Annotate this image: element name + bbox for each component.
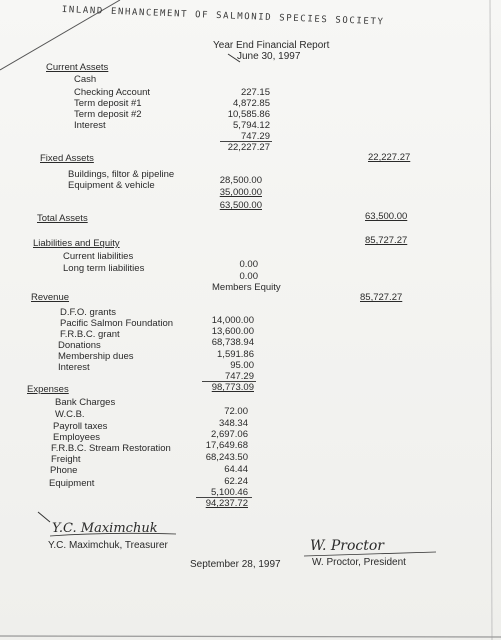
- revenue-value: 1,591.86: [217, 349, 254, 360]
- expense-label: Equipment: [49, 478, 95, 489]
- expense-value: 17,649.68: [205, 440, 248, 451]
- revenue-label: Membership dues: [58, 351, 134, 362]
- asset-label: Checking Account: [74, 87, 151, 98]
- expenses-total: 94,237.72: [205, 498, 248, 509]
- members-equity-value: 85,727.27: [360, 292, 403, 303]
- expense-label: F.R.B.C. Stream Restoration: [51, 443, 171, 454]
- current-assets-heading: Current Assets: [46, 62, 109, 73]
- expense-value: 348.34: [218, 418, 248, 429]
- expense-value: 68,243.50: [205, 452, 248, 463]
- asset-label: Term deposit #1: [74, 98, 142, 109]
- total-assets-sum: 85,727.27: [365, 235, 408, 246]
- president-signature: [300, 530, 450, 560]
- expense-label: Phone: [50, 465, 78, 476]
- asset-label: Equipment & vehicle: [68, 180, 155, 191]
- expense-label: Bank Charges: [55, 397, 116, 408]
- treasurer-signature-text: Y.C. Maximchuk: [52, 521, 158, 536]
- members-equity-label: Members Equity: [212, 282, 281, 293]
- treasurer-name: Y.C. Maximchuk, Treasurer: [48, 540, 168, 551]
- president-signature-text: W. Proctor: [310, 538, 384, 554]
- revenue-label: F.R.B.C. grant: [60, 329, 120, 340]
- expense-label: W.C.B.: [55, 409, 85, 420]
- liabilities-heading: Liabilities and Equity: [33, 238, 120, 249]
- scan-edge-line: [490, 0, 492, 640]
- revenue-label: Interest: [58, 362, 90, 373]
- fixed-assets-heading: Fixed Assets: [40, 153, 94, 164]
- current-assets-total: 22,227.27: [368, 152, 411, 163]
- liability-label: Long term liabilities: [63, 263, 145, 274]
- asset-value: 747.29: [240, 131, 270, 142]
- asset-label: Cash: [74, 74, 97, 85]
- scan-bottom-edge: [0, 636, 501, 637]
- revenue-label: Donations: [58, 340, 101, 351]
- president-name: W. Proctor, President: [312, 557, 406, 568]
- expense-value: 64.44: [224, 464, 248, 475]
- liability-value: 0.00: [239, 259, 258, 270]
- report-title: Year End Financial Report: [213, 40, 330, 51]
- report-date: June 30, 1997: [237, 51, 301, 62]
- liability-value: 0.00: [239, 271, 258, 282]
- expense-label: Employees: [53, 432, 100, 443]
- asset-label: Term deposit #2: [74, 109, 142, 120]
- revenue-total: 98,773.09: [211, 382, 254, 393]
- signing-date: September 28, 1997: [190, 559, 281, 570]
- asset-value: 227.15: [240, 87, 270, 98]
- expense-label: Freight: [51, 454, 81, 465]
- asset-value: 35,000.00: [219, 187, 262, 198]
- revenue-value: 747.29: [224, 371, 254, 382]
- total-assets-label: Total Assets: [37, 213, 88, 224]
- expenses-heading: Expenses: [27, 384, 69, 395]
- expense-label: Payroll taxes: [53, 421, 108, 432]
- organization-name: INLAND ENHANCEMENT OF SALMONID SPECIES SOCIETY: [61, 5, 385, 28]
- revenue-value: 13,600.00: [211, 326, 254, 337]
- expense-value: 2,697.06: [211, 429, 248, 440]
- revenue-value: 14,000.00: [211, 315, 254, 326]
- liability-label: Current liabilities: [63, 251, 134, 262]
- asset-value: 10,585.86: [227, 109, 270, 120]
- treasurer-signature: [36, 510, 186, 540]
- revenue-value: 68,738.94: [211, 337, 254, 348]
- revenue-value: 95.00: [230, 360, 254, 371]
- expense-value: 62.24: [224, 476, 248, 487]
- expense-value: 72.00: [224, 406, 248, 417]
- asset-value: 28,500.00: [219, 175, 262, 186]
- expense-value: 5,100.46: [211, 487, 248, 498]
- asset-value: 4,872.85: [233, 98, 270, 109]
- current-assets-subtotal: 22,227.27: [227, 142, 270, 153]
- revenue-label: Pacific Salmon Foundation: [60, 318, 174, 329]
- asset-label: Buildings, filtor & pipeline: [68, 169, 175, 180]
- revenue-heading: Revenue: [31, 292, 70, 303]
- total-assets-value: 63,500.00: [365, 211, 408, 222]
- asset-label: Interest: [74, 120, 106, 131]
- fixed-assets-subtotal: 63,500.00: [219, 200, 262, 211]
- asset-value: 5,794.12: [233, 120, 270, 131]
- revenue-label: D.F.O. grants: [60, 307, 116, 318]
